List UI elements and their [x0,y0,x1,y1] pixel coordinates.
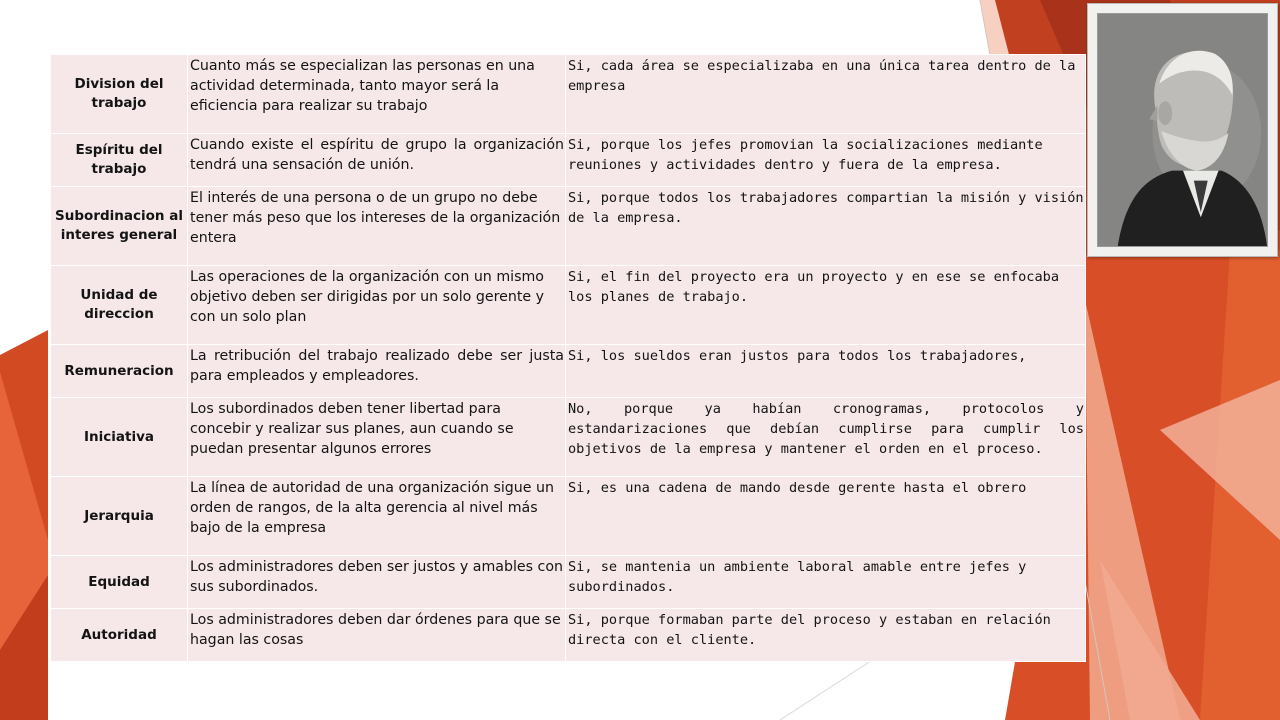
principles-table [50,54,1085,662]
principle-application: Si, cada área se especializaba en una única tarea dentro de la empresa [566,55,1086,134]
table-row [51,609,1086,662]
principle-name: Unidad de direccion [51,266,188,345]
principle-definition: El interés de una persona o de un grupo no debe tener más peso que los intereses de la organización entera [188,187,566,266]
portrait-frame [1087,3,1278,257]
principle-name: Espíritu del trabajo [51,134,188,187]
principle-application: No, porque ya habían cronogramas, protocolos y estandarizaciones que debían cumplirse para cumplir los objetivos de la empresa y mantener el orden en el proceso. [566,398,1086,477]
portrait-photo-icon [1097,13,1268,247]
table-row [51,477,1086,556]
principle-application: Si, el fin del proyecto era un proyecto y en ese se enfocaba los planes de trabajo. [566,266,1086,345]
principle-application: Si, porque los jefes promovian la socializaciones mediante reuniones y actividades dentro y fuera de la empresa. [566,134,1086,187]
table-row [51,345,1086,398]
principle-definition: Los subordinados deben tener libertad para concebir y realizar sus planes, aun cuando se puedan presentar algunos errores [188,398,566,477]
principle-name: Subordinacion al interes general [51,187,188,266]
principle-application: Si, se mantenia un ambiente laboral amable entre jefes y subordinados. [566,556,1086,609]
table-row [51,556,1086,609]
table-row [51,266,1086,345]
principle-application: Si, porque formaban parte del proceso y estaban en relación directa con el cliente. [566,609,1086,662]
principle-definition: Cuando existe el espíritu de grupo la organización tendrá una sensación de unión. [188,134,566,187]
principle-definition: Los administradores deben ser justos y amables con sus subordinados. [188,556,566,609]
principle-definition: Los administradores deben dar órdenes para que se hagan las cosas [188,609,566,662]
principle-definition: La retribución del trabajo realizado debe ser justa para empleados y empleadores. [188,345,566,398]
principle-name: Iniciativa [51,398,188,477]
principle-name: Division del trabajo [51,55,188,134]
principle-application: Si, es una cadena de mando desde gerente hasta el obrero [566,477,1086,556]
principle-definition: Cuanto más se especializan las personas en una actividad determinada, tanto mayor será la eficiencia para realizar su trabajo [188,55,566,134]
principle-name: Jerarquia [51,477,188,556]
table-row [51,398,1086,477]
principle-name: Remuneracion [51,345,188,398]
principle-definition: Las operaciones de la organización con un mismo objetivo deben ser dirigidas por un solo gerente y con un solo plan [188,266,566,345]
principle-application: Si, los sueldos eran justos para todos los trabajadores, [566,345,1086,398]
principle-application: Si, porque todos los trabajadores compartian la misión y visión de la empresa. [566,187,1086,266]
table-row [51,187,1086,266]
table-row [51,134,1086,187]
principle-name: Equidad [51,556,188,609]
principle-name: Autoridad [51,609,188,662]
table-row [51,55,1086,134]
principle-definition: La línea de autoridad de una organización sigue un orden de rangos, de la alta gerencia al nivel más bajo de la empresa [188,477,566,556]
